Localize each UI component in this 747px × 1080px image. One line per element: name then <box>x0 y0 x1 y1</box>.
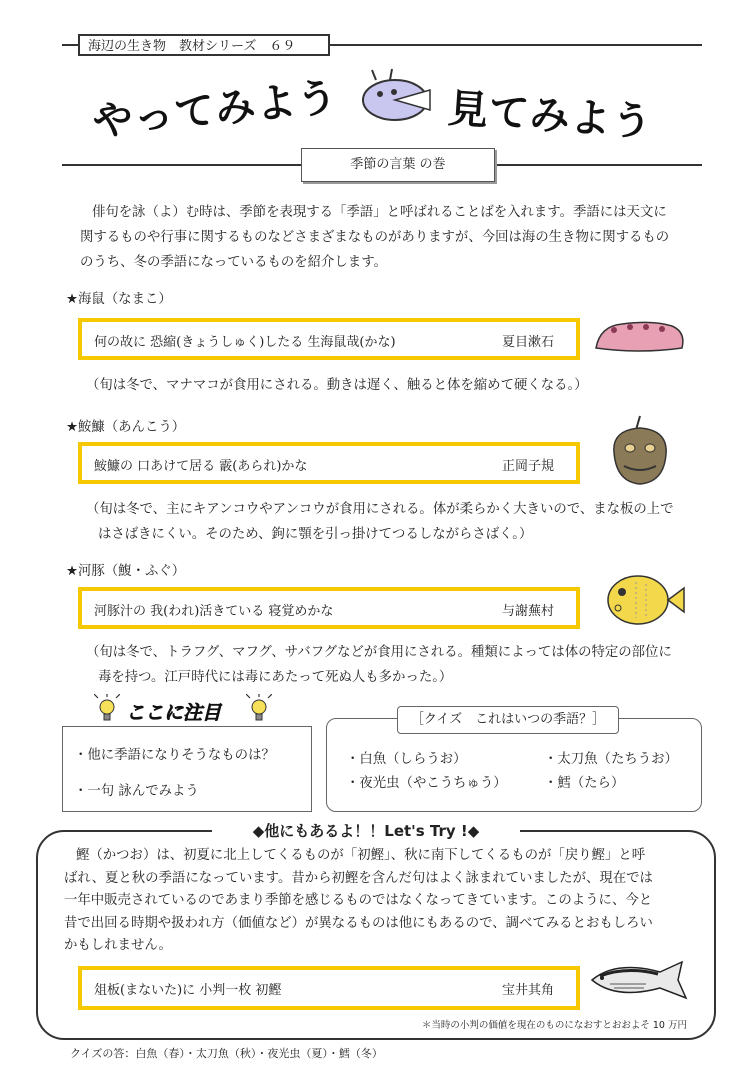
quiz-answer: クイズの答：白魚（春）・太刀魚（秋）・夜光虫（夏）・鱈（冬） <box>70 1047 383 1060</box>
pufferfish-icon <box>596 568 688 630</box>
lets-try-line-2: ばれ、夏と秋の季語になっています。昔から初鰹を含んだ句はよく詠まれていましたが、現在では <box>64 870 653 886</box>
haiku-box-namako <box>78 318 580 360</box>
header-line-top <box>62 44 78 46</box>
lightbulb-icon <box>246 694 272 722</box>
mascot-icon <box>350 66 440 126</box>
entry-note-anko-line2: はさばきにくい。そのため、鉤に顎を引っ掛けてつるしながらさばく。） <box>98 527 533 542</box>
quiz-item-shirauo: ・白魚（しらうお） <box>346 752 467 767</box>
quiz-item-tara: ・鱈（たら） <box>544 776 625 791</box>
quiz-item-yakouchu: ・夜光虫（やこうちゅう） <box>346 776 507 791</box>
haiku-text: 俎板(まないた)に 小判一枚 初鰹 <box>94 983 282 998</box>
header-line-bottom-left <box>62 164 302 166</box>
haiku-box-fugu <box>78 587 580 629</box>
intro-paragraph <box>80 200 720 275</box>
entry-heading-namako: ★海鼠（なまこ） <box>66 292 172 307</box>
entry-note-anko-line1: （旬は冬で、主にキアンコウやアンコウが食用にされる。体が柔らかく大きいので、まな板の上で <box>86 502 674 517</box>
lets-try-title: ◆他にもあるよ！！Let's Try !◆ <box>212 820 520 842</box>
intro-line-2: 関するものや行事に関するものなどさまざまなものがありますが、今回は海の生き物に関するもの <box>80 230 670 245</box>
title-left: やってみよう <box>90 74 341 146</box>
anglerfish-icon <box>604 412 676 488</box>
haiku-box-anko <box>78 442 580 484</box>
entry-note-fugu-line2: 毒を持つ。江戸時代には毒にあたって死ぬ人も多かった。） <box>98 670 453 685</box>
lets-try-line-3: 一年中販売されているのであまり季節を感じるものではなくなってきています。このように、今と <box>64 893 653 908</box>
haiku-author: 夏目漱石 <box>501 335 554 350</box>
haiku-text: 何の故に 恐縮(きょうしゅく)したる 生海鼠哉(かな) <box>94 335 396 350</box>
haiku-author: 与謝蕪村 <box>501 604 554 619</box>
series-label: 海辺の生き物 教材シリーズ ６９ <box>78 34 330 56</box>
title-right: 見てみよう <box>446 85 655 147</box>
haiku-text: 鮟鱇の 口あけて居る 霰(あられ)かな <box>94 459 308 474</box>
haiku-text: 河豚汁の 我(われ)活きている 寝覚めかな <box>94 604 334 619</box>
lets-try-line-1: 鰹（かつお）は、初夏に北上してくるものが「初鰹」、秋に南下してくるものが「戻り鰹」と呼 <box>76 848 646 863</box>
sea-cucumber-icon <box>592 318 688 356</box>
chui-item-2: ・一句 詠んでみよう <box>74 784 199 799</box>
lets-try-line-5: かもしれません。 <box>64 938 172 953</box>
intro-line-1: 俳句を詠（よ）む時は、季節を表現する「季語」と呼ばれることばを入れます。季語には天文に <box>92 205 667 220</box>
entry-note-fugu <box>86 640 726 690</box>
entry-note-anko <box>86 497 726 547</box>
header-line-top-right <box>330 44 702 46</box>
quiz-title: ［クイズ これはいつの季語？］ <box>397 706 619 734</box>
quiz-item-tachiuo: ・太刀魚（たちうお） <box>544 752 678 767</box>
haiku-author: 宝井其角 <box>501 983 554 998</box>
haiku-author: 正岡子規 <box>501 459 554 474</box>
entry-note-fugu-line1: （旬は冬で、トラフグ、マフグ、サバフグなどが食用にされる。種類によっては体の特定の部位に <box>86 645 672 660</box>
entry-heading-anko: ★鮟鱇（あんこう） <box>66 420 186 435</box>
intro-line-3: のうち、冬の季語になっているものを紹介します。 <box>80 255 387 270</box>
entry-note-namako: （旬は冬で、マナマコが食用にされる。動きは遅く、触ると体を縮めて硬くなる。） <box>86 378 588 393</box>
haiku-box-katsuo <box>78 966 580 1010</box>
bonito-icon <box>586 954 694 1004</box>
chui-title: ここに注目 <box>126 702 222 724</box>
chui-box <box>62 726 312 812</box>
footnote: ＊当時の小判の価値を現在のものになおすとおおよそ 10 万円 <box>421 1020 687 1031</box>
lets-try-line-4: 昔で出回る時期や扱われ方（価値など）が異なるものは他にもあるので、調べてみるとおもしろい <box>64 915 653 931</box>
chapter-title: 季節の言葉 の巻 <box>301 148 495 182</box>
lightbulb-icon <box>94 694 120 722</box>
header-line-bottom-right <box>493 164 702 166</box>
lets-try-paragraph <box>64 845 704 958</box>
chui-item-1: ・他に季語になりそうなものは？ <box>74 748 275 763</box>
entry-heading-fugu: ★河豚（鰒・ふぐ） <box>66 564 186 579</box>
